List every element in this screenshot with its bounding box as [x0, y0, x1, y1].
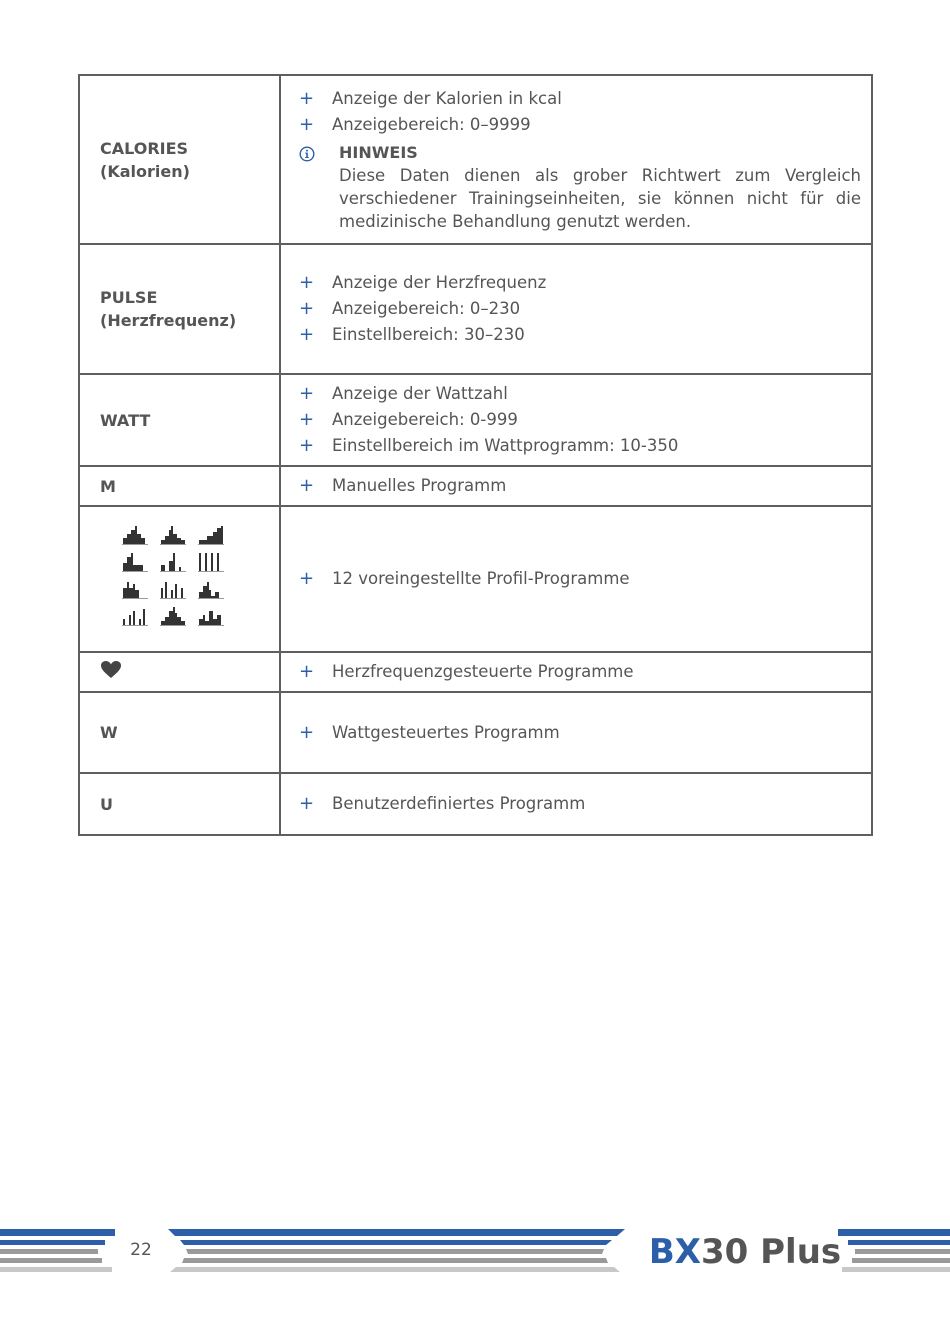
plus-icon: +	[299, 272, 315, 293]
list-item: + 12 voreingestellte Profil-Programme	[299, 566, 861, 592]
table-row-watt-program	[80, 691, 871, 772]
list-item: + Anzeige der Kalorien in kcal	[299, 86, 861, 112]
plus-icon: +	[299, 475, 315, 496]
row-label-cell	[80, 693, 281, 772]
table-row-manual	[80, 465, 871, 505]
info-icon	[299, 142, 339, 233]
profile-icon-3	[198, 525, 224, 545]
row-content-cell	[281, 375, 871, 465]
row-sublabel: (Kalorien)	[100, 161, 190, 181]
profile-icon-8	[160, 579, 186, 599]
list-item: + Anzeige der Herzfrequenz	[299, 270, 861, 296]
heart-icon	[100, 660, 279, 685]
row-label: U	[100, 794, 113, 814]
note-block	[299, 142, 861, 233]
plus-icon: +	[299, 568, 315, 589]
list-item: + Benutzerdefiniertes Programm	[299, 791, 861, 817]
plus-icon: +	[299, 114, 315, 135]
plus-icon: +	[299, 383, 315, 404]
row-content-cell	[281, 467, 871, 505]
profile-icon-4	[122, 552, 148, 572]
row-label: WATT	[100, 410, 151, 430]
list-item: + Anzeigebereich: 0-999	[299, 407, 861, 433]
note-title: HINWEIS	[339, 143, 418, 162]
brand-logo: BX30 Plus	[648, 1232, 842, 1272]
profile-icon-10	[122, 606, 148, 626]
row-content-cell	[281, 693, 871, 772]
row-label-cell	[80, 76, 281, 243]
profile-icon-6	[198, 552, 224, 572]
row-label: CALORIES	[100, 138, 189, 158]
row-label-cell	[80, 653, 281, 691]
profile-icon-7	[122, 579, 148, 599]
row-sublabel: (Herzfrequenz)	[100, 311, 237, 330]
row-label: M	[100, 476, 116, 496]
row-label: PULSE	[100, 288, 158, 307]
row-label-cell	[80, 467, 281, 505]
plus-icon: +	[299, 324, 315, 345]
plus-icon: +	[299, 435, 315, 456]
profile-icon-5	[160, 552, 186, 572]
list-item: + Einstellbereich im Wattprogramm: 10-350	[299, 433, 861, 459]
list-item: + Einstellbereich: 30–230	[299, 322, 861, 348]
features-table	[78, 74, 873, 836]
row-label-cell	[80, 507, 281, 651]
plus-icon: +	[299, 88, 315, 109]
list-item: + Wattgesteuertes Programm	[299, 720, 861, 746]
profile-programs-icon	[122, 525, 279, 633]
plus-icon: +	[299, 793, 315, 814]
row-content-cell	[281, 76, 871, 243]
row-label: W	[100, 723, 118, 742]
row-label-cell	[80, 774, 281, 834]
profile-icon-12	[198, 606, 224, 626]
list-item: + Herzfrequenzgesteuerte Programme	[299, 659, 861, 685]
table-row-heart	[80, 651, 871, 691]
profile-icon-9	[198, 579, 224, 599]
profile-icon-1	[122, 525, 148, 545]
profile-icon-11	[160, 606, 186, 626]
list-item: + Anzeigebereich: 0–9999	[299, 112, 861, 138]
profile-icon-2	[160, 525, 186, 545]
list-item: + Anzeigebereich: 0–230	[299, 296, 861, 322]
table-row-watt	[80, 373, 871, 465]
row-content-cell	[281, 245, 871, 373]
list-item: + Anzeige der Wattzahl	[299, 381, 861, 407]
table-row-pulse	[80, 243, 871, 373]
table-row-profiles	[80, 505, 871, 651]
row-content-cell	[281, 507, 871, 651]
table-row-user	[80, 772, 871, 834]
plus-icon: +	[299, 298, 315, 319]
row-content-cell	[281, 774, 871, 834]
plus-icon: +	[299, 661, 315, 682]
list-item: + Manuelles Programm	[299, 473, 861, 499]
row-label-cell	[80, 245, 281, 373]
row-label-cell	[80, 375, 281, 465]
plus-icon: +	[299, 409, 315, 430]
table-row-calories	[80, 76, 871, 243]
row-content-cell	[281, 653, 871, 691]
plus-icon: +	[299, 721, 315, 743]
page-number: 22	[130, 1240, 152, 1260]
note-text: Diese Daten dienen als grober Richtwert zum Vergleich verschiedener Trainingseinheiten, sie können nicht für die medizinische Behandlung genutzt werden.	[339, 166, 861, 231]
